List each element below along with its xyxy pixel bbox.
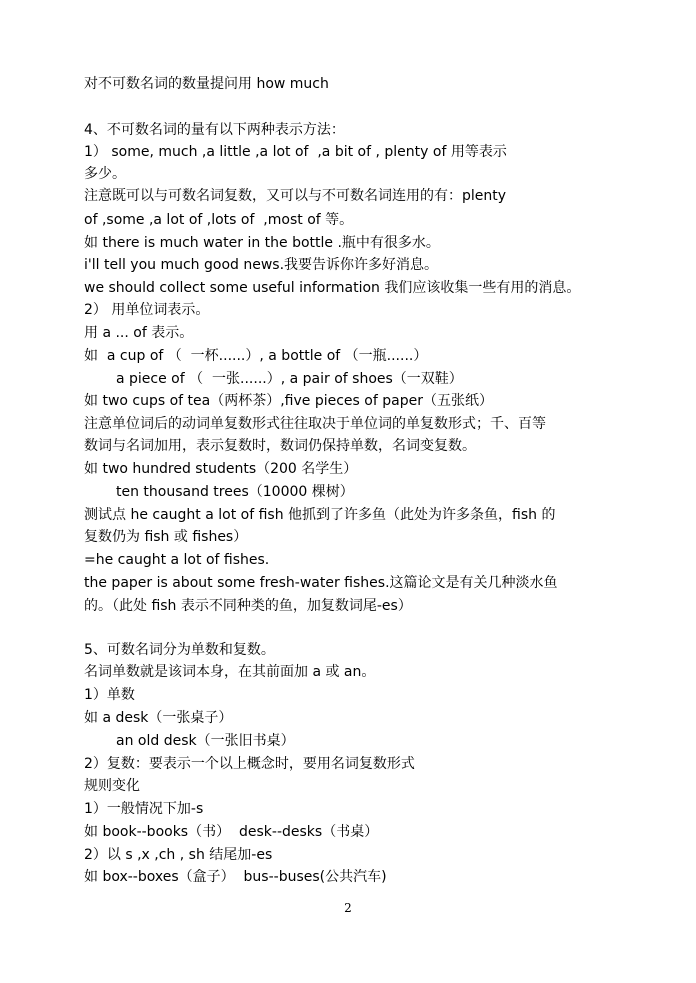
text-line: 注意既可以与可数名词复数，又可以与不可数名词连用的有：plenty bbox=[84, 188, 507, 204]
text-line: 如 a cup of （ 一杯......）, a bottle of （一瓶......） bbox=[84, 348, 428, 364]
text-line: 1） some, much ,a little ,a lot of ,a bit of , plenty of 用等表示 bbox=[84, 144, 507, 160]
text-line: the paper is about some fresh-water fishes.这篇论文是有关几种淡水鱼 bbox=[84, 575, 558, 591]
text-line: ten thousand trees（10000 棵树） bbox=[116, 484, 354, 500]
text-line: of ,some ,a lot of ,lots of ,most of 等。 bbox=[84, 212, 354, 228]
text-line: 2）复数：要表示一个以上概念时，要用名词复数形式 bbox=[84, 756, 415, 772]
text-line: 用 a ... of 表示。 bbox=[84, 325, 194, 341]
text-line: an old desk（一张旧书桌） bbox=[116, 733, 295, 749]
text-line: 测试点 he caught a lot of fish 他抓到了许多鱼（此处为许多条鱼，fish 的 bbox=[84, 507, 556, 523]
text-line: 如 box--boxes（盒子） bus--buses(公共汽车) bbox=[84, 869, 387, 885]
text-line: =he caught a lot of fishes. bbox=[84, 552, 270, 568]
text-line: 对不可数名词的数量提问用 how much bbox=[84, 76, 329, 92]
text-line: we should collect some useful information 我们应该收集一些有用的消息。 bbox=[84, 280, 581, 296]
text-line: 如 two hundred students（200 名学生） bbox=[84, 461, 358, 477]
section-heading: 4、不可数名词的量有以下两种表示方法： bbox=[84, 122, 345, 138]
text-line: 如 book--books（书） desk--desks（书桌） bbox=[84, 824, 379, 840]
text-line: 复数仍为 fish 或 fishes） bbox=[84, 529, 248, 545]
text-line: 多少。 bbox=[84, 166, 126, 182]
text-line: 的。（此处 fish 表示不同种类的鱼，加复数词尾-es） bbox=[84, 598, 412, 614]
text-line: 数词与名词加用，表示复数时，数词仍保持单数，名词变复数。 bbox=[84, 438, 476, 454]
text-line: i'll tell you much good news.我要告诉你许多好消息。 bbox=[84, 257, 439, 273]
text-line: 注意单位词后的动词单复数形式往往取决于单位词的单复数形式；千、百等 bbox=[84, 416, 546, 432]
text-line: 如 there is much water in the bottle .瓶中有很多水。 bbox=[84, 235, 440, 251]
text-line: 名词单数就是该词本身，在其前面加 a 或 an。 bbox=[84, 664, 376, 680]
section-heading: 5、可数名词分为单数和复数。 bbox=[84, 642, 275, 658]
text-line: 1）单数 bbox=[84, 687, 135, 703]
text-line: a piece of （ 一张......）, a pair of shoes（一双鞋） bbox=[116, 371, 463, 387]
page-number: 2 bbox=[344, 901, 352, 915]
text-line: 2）以 s ,x ,ch , sh 结尾加-es bbox=[84, 847, 273, 863]
text-line: 如 two cups of tea（两杯茶）,five pieces of paper（五张纸） bbox=[84, 393, 493, 409]
text-line: 规则变化 bbox=[84, 778, 140, 794]
text-line: 2） 用单位词表示。 bbox=[84, 302, 210, 318]
text-line: 如 a desk（一张桌子） bbox=[84, 710, 233, 726]
text-line: 1）一般情况下加-s bbox=[84, 801, 204, 817]
